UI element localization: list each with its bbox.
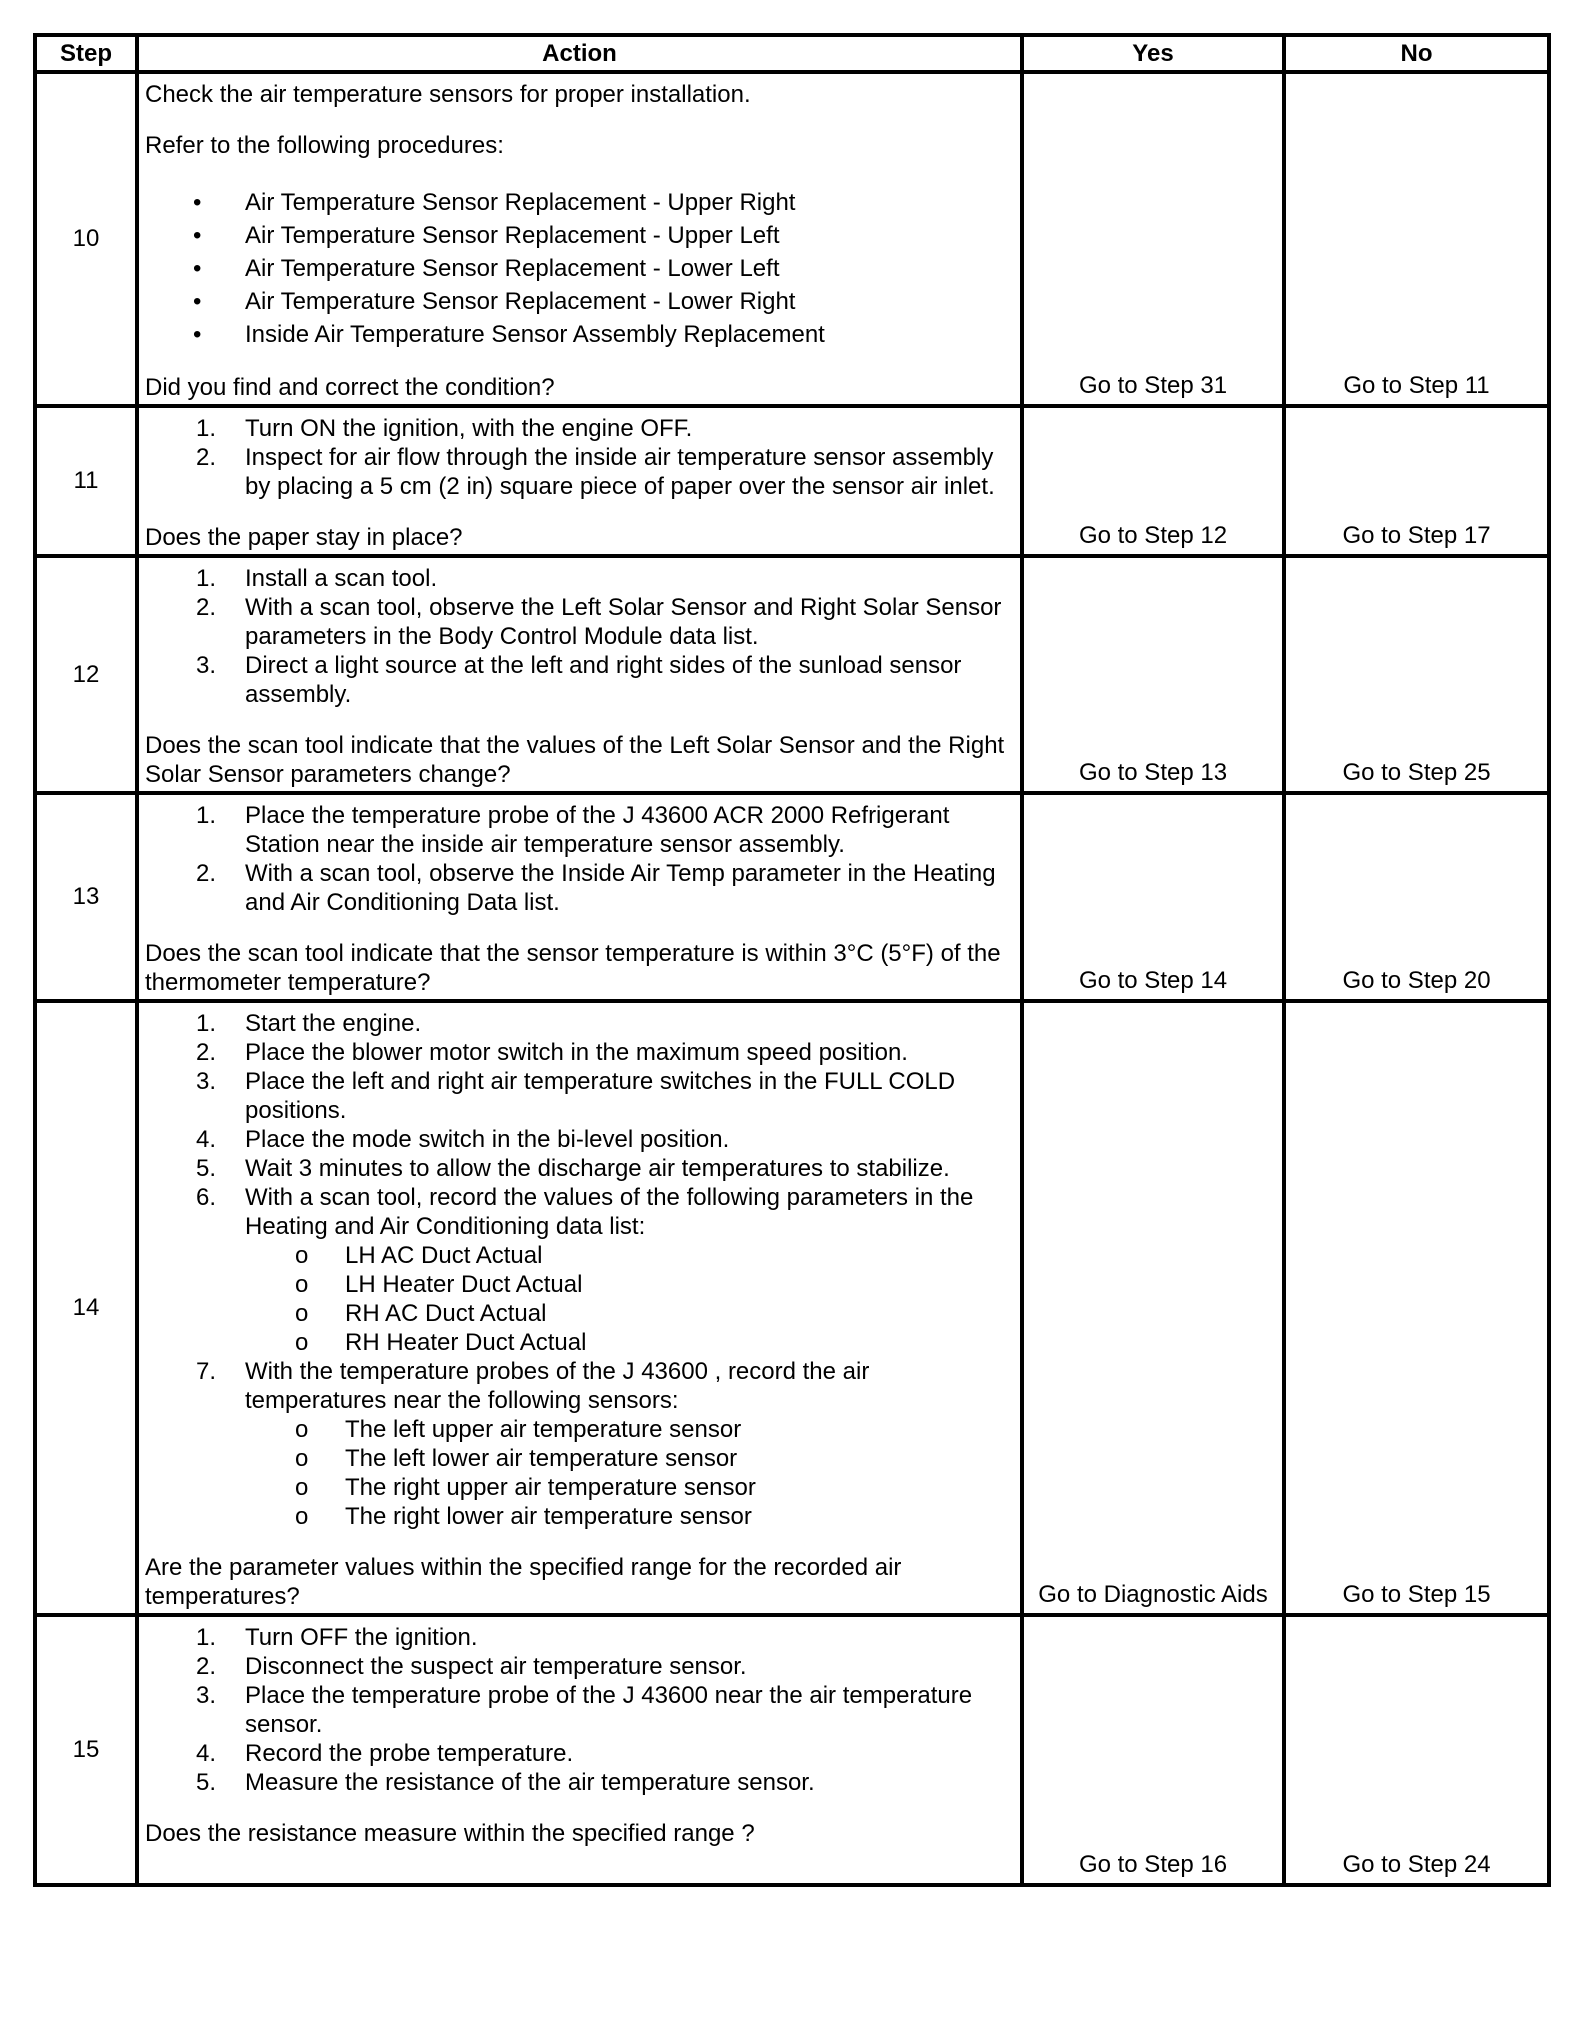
list-item: 3. Place the temperature probe of the J 43600 near the air temperature sensor. bbox=[196, 1682, 973, 1738]
step-number: 13 bbox=[35, 793, 137, 1001]
diagnostic-table bbox=[33, 33, 1551, 1887]
list-item: 1. Place the temperature probe of the J 43600 ACR 2000 Refrigerant Station near the inside air temperature sensor assembly. bbox=[196, 802, 950, 858]
step-list bbox=[145, 1009, 1014, 1531]
list-item: 2. Place the blower motor switch in the maximum speed position. bbox=[196, 1039, 908, 1066]
yes-link[interactable]: Go to Step 16 bbox=[1022, 1615, 1284, 1885]
list-item: 5. Wait 3 minutes to allow the discharge air temperatures to stabilize. bbox=[196, 1155, 950, 1182]
step-number: 15 bbox=[35, 1615, 137, 1885]
table-row-step-13 bbox=[35, 793, 1549, 1001]
action-cell bbox=[137, 1615, 1022, 1885]
step-list bbox=[145, 564, 1014, 709]
table-row-step-14 bbox=[35, 1001, 1549, 1615]
list-item: 4. Record the probe temperature. bbox=[196, 1740, 574, 1767]
sub-list-item: o The left lower air temperature sensor bbox=[295, 1445, 738, 1472]
step-number: 12 bbox=[35, 556, 137, 793]
procedure-list bbox=[145, 186, 1014, 351]
sub-list-item: o RH Heater Duct Actual bbox=[295, 1329, 587, 1356]
list-item: 2. With a scan tool, observe the Inside Air Temp parameter in the Heating and Air Conditioning Data list. bbox=[196, 860, 996, 916]
parameter-list bbox=[245, 1241, 1014, 1357]
question-text: Did you find and correct the condition? bbox=[145, 374, 555, 401]
yes-link[interactable]: Go to Step 31 bbox=[1022, 72, 1284, 406]
yes-link[interactable]: Go to Step 13 bbox=[1022, 556, 1284, 793]
list-item: 3. Direct a light source at the left and right sides of the sunload sensor assembly. bbox=[196, 652, 962, 708]
list-item: 2. Inspect for air flow through the inside air temperature sensor assembly by placing a 5 cm (2 in) square piece of paper over the sensor air inlet. bbox=[196, 444, 995, 500]
yes-link[interactable]: Go to Diagnostic Aids bbox=[1022, 1001, 1284, 1615]
step-list bbox=[145, 1623, 1014, 1797]
sub-list-item: o RH AC Duct Actual bbox=[295, 1300, 547, 1327]
list-item: 2. Disconnect the suspect air temperature sensor. bbox=[196, 1653, 747, 1680]
step-number: 14 bbox=[35, 1001, 137, 1615]
step-number: 10 bbox=[35, 72, 137, 406]
action-cell bbox=[137, 556, 1022, 793]
step-list bbox=[145, 414, 1014, 501]
no-link[interactable]: Go to Step 17 bbox=[1284, 406, 1549, 556]
sub-list-item: o The left upper air temperature sensor bbox=[295, 1416, 742, 1443]
no-link[interactable]: Go to Step 25 bbox=[1284, 556, 1549, 793]
action-text: Refer to the following procedures: bbox=[145, 132, 504, 159]
list-item: 1. Turn ON the ignition, with the engine OFF. bbox=[196, 415, 693, 442]
header-no: No bbox=[1284, 35, 1549, 72]
action-cell bbox=[137, 1001, 1022, 1615]
action-cell bbox=[137, 72, 1022, 406]
table-row-step-15 bbox=[35, 1615, 1549, 1885]
question-text: Does the scan tool indicate that the sensor temperature is within 3°C (5°F) of the thermometer temperature? bbox=[145, 940, 1001, 996]
list-item: 1. Start the engine. bbox=[196, 1010, 422, 1037]
table-row-step-10 bbox=[35, 72, 1549, 406]
no-link[interactable]: Go to Step 24 bbox=[1284, 1615, 1549, 1885]
header-yes: Yes bbox=[1022, 35, 1284, 72]
sub-list-item: o The right upper air temperature sensor bbox=[295, 1474, 756, 1501]
procedure-link[interactable]: • Air Temperature Sensor Replacement - Lower Left bbox=[145, 252, 1014, 285]
header-step: Step bbox=[35, 35, 137, 72]
header-action: Action bbox=[137, 35, 1022, 72]
question-text: Are the parameter values within the specified range for the recorded air temperatures? bbox=[145, 1554, 902, 1610]
list-item: 3. Place the left and right air temperature switches in the FULL COLD positions. bbox=[196, 1068, 956, 1124]
procedure-link[interactable]: • Air Temperature Sensor Replacement - Upper Right bbox=[145, 186, 1014, 219]
table-row-step-12 bbox=[35, 556, 1549, 793]
sensor-list bbox=[245, 1415, 1014, 1531]
list-item: 6. With a scan tool, record the values of the following parameters in the Heating and Air Conditioning data list: o LH AC Duct Actual o LH Heater Duct Actual o RH AC Duct Actual o RH Heater Duct Actual bbox=[145, 1183, 1014, 1357]
sub-list-item: o The right lower air temperature sensor bbox=[295, 1503, 752, 1530]
yes-link[interactable]: Go to Step 12 bbox=[1022, 406, 1284, 556]
no-link[interactable]: Go to Step 15 bbox=[1284, 1001, 1549, 1615]
action-cell bbox=[137, 406, 1022, 556]
step-list bbox=[145, 801, 1014, 917]
header-row bbox=[35, 35, 1549, 72]
yes-link[interactable]: Go to Step 14 bbox=[1022, 793, 1284, 1001]
procedure-link[interactable]: • Air Temperature Sensor Replacement - Upper Left bbox=[145, 219, 1014, 252]
list-item: 4. Place the mode switch in the bi-level position. bbox=[196, 1126, 730, 1153]
question-text: Does the resistance measure within the specified range ? bbox=[145, 1820, 755, 1847]
no-link[interactable]: Go to Step 20 bbox=[1284, 793, 1549, 1001]
procedure-link[interactable]: • Air Temperature Sensor Replacement - Lower Right bbox=[145, 285, 1014, 318]
no-link[interactable]: Go to Step 11 bbox=[1284, 72, 1549, 406]
question-text: Does the paper stay in place? bbox=[145, 524, 463, 551]
action-text: Check the air temperature sensors for proper installation. bbox=[145, 81, 751, 108]
list-item: 1. Install a scan tool. bbox=[196, 565, 438, 592]
table-row-step-11 bbox=[35, 406, 1549, 556]
list-item: 2. With a scan tool, observe the Left Solar Sensor and Right Solar Sensor parameters in the Body Control Module data list. bbox=[196, 594, 1002, 650]
list-item: 1. Turn OFF the ignition. bbox=[196, 1624, 478, 1651]
list-item: 7. With the temperature probes of the J 43600 , record the air temperatures near the following sensors: o The left upper air temperature sensor o The left lower air temperature sensor o The right upper air temperature sensor o The right lower air temperature sensor bbox=[145, 1357, 1014, 1531]
question-text: Does the scan tool indicate that the values of the Left Solar Sensor and the Right Solar Sensor parameters change? bbox=[145, 732, 1005, 788]
list-item: 5. Measure the resistance of the air temperature sensor. bbox=[196, 1769, 815, 1796]
procedure-link[interactable]: • Inside Air Temperature Sensor Assembly Replacement bbox=[145, 318, 1014, 351]
action-cell bbox=[137, 793, 1022, 1001]
step-number: 11 bbox=[35, 406, 137, 556]
sub-list-item: o LH AC Duct Actual bbox=[295, 1242, 543, 1269]
sub-list-item: o LH Heater Duct Actual bbox=[295, 1271, 583, 1298]
